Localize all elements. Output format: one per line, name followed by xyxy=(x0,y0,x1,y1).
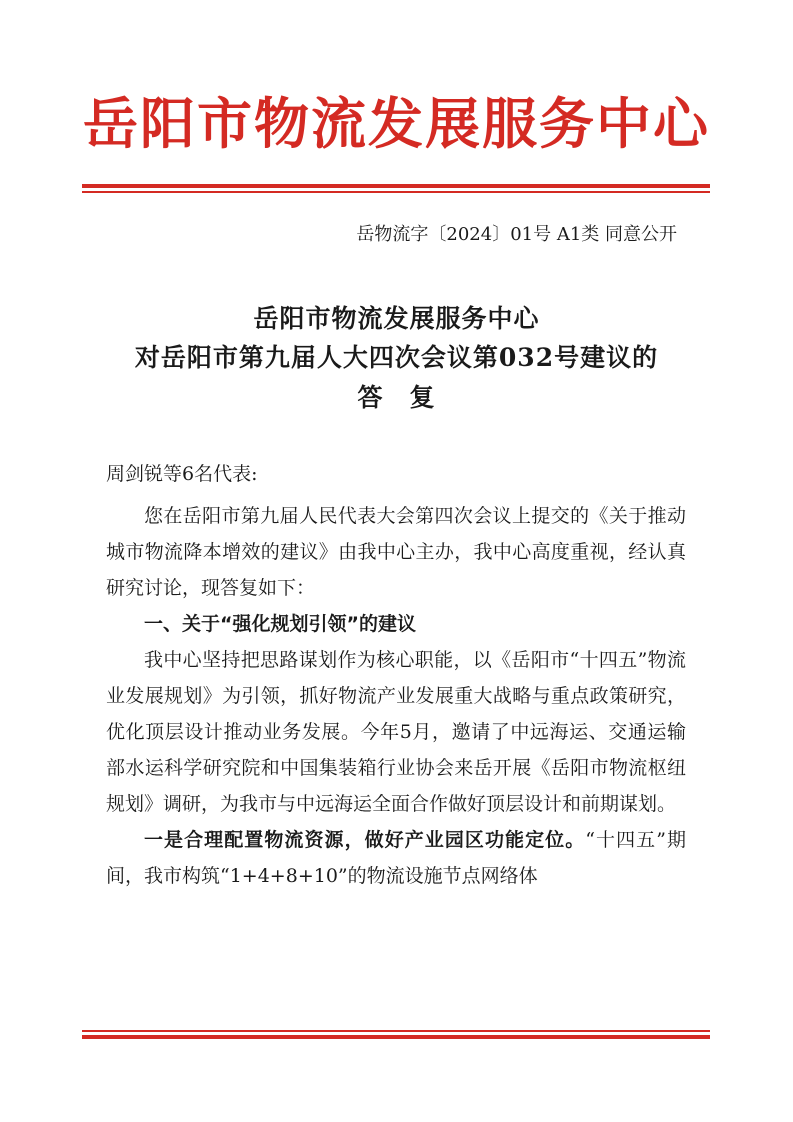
masthead-title: 岳阳市物流发展服务中心 xyxy=(82,91,710,156)
section-1-heading: 一、关于“强化规划引领”的建议 xyxy=(144,613,416,635)
document-title-line-2: 对岳阳市第九届人大四次会议第032号建议的 xyxy=(134,343,659,372)
point-1-paragraph xyxy=(106,822,686,894)
footer-rule-thick xyxy=(82,1035,710,1039)
salutation: 周剑锐等6名代表: xyxy=(106,463,258,485)
document-title-line-3: 答 复 xyxy=(357,383,436,412)
intro-paragraph: 您在岳阳市第九届人民代表大会第四次会议上提交的《关于推动城市物流降本增效的建议》由我中心主办，我中心高度重视，经认真研究讨论，现答复如下： xyxy=(106,505,686,599)
document-title-line-1: 岳阳市物流发展服务中心 xyxy=(253,304,540,333)
document-number: 岳物流字〔2024〕01号 A1类 同意公开 xyxy=(356,224,677,245)
footer-rule-thin xyxy=(82,1030,710,1032)
point-1-lead: 一是合理配置物流资源，做好产业园区功能定位。 xyxy=(144,829,586,851)
masthead-rule-thin xyxy=(82,191,710,193)
point-1-body: “十四五”期间，我市构筑“1+4+8+10”的物流设施节点网络体 xyxy=(106,829,686,887)
masthead-rule-thick xyxy=(82,184,710,188)
section-1-paragraph: 我中心坚持把思路谋划作为核心职能，以《岳阳市“十四五”物流业发展规划》为引领，抓好物流产业发展重大战略与重点政策研究，优化顶层设计推动业务发展。今年5月，邀请了中远海运、交通运输部水运科学研究院和中国集装箱行业协会来岳开展《岳阳市物流枢纽规划》调研，为我市与中远海运全面合作做好顶层设计和前期谋划。 xyxy=(106,649,686,815)
document-body xyxy=(106,498,686,894)
